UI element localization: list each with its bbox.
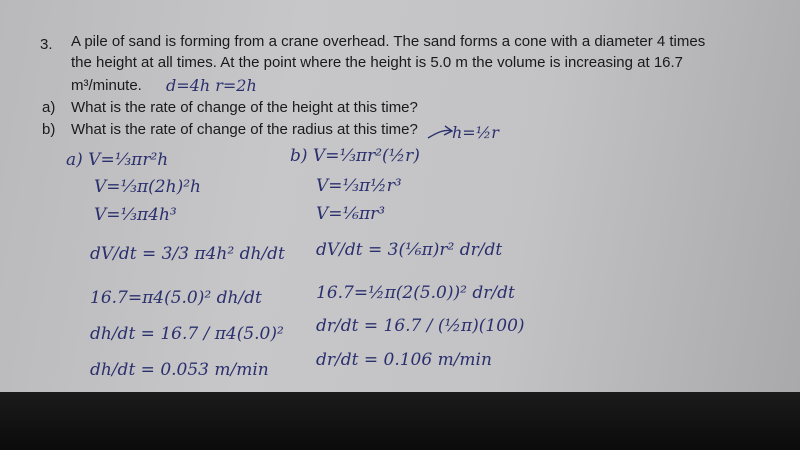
part-b-step-4: dV/dt = 3(⅙π)r² dr/dt [316, 240, 503, 260]
part-a-step-6: dh/dt = 16.7 / π4(5.0)² [90, 324, 284, 344]
part-a-step-1: a) V=⅓πr²h [66, 150, 169, 170]
part-b-question: What is the rate of change of the radius at this time? [71, 121, 418, 138]
part-a-question: What is the rate of change of the height at this time? [71, 99, 418, 116]
problem-line-2: the height at all times. At the point where the height is 5.0 m the volume is increasing at 16.7 [71, 54, 684, 71]
part-b-answer: dr/dt = 0.106 m/min [316, 350, 492, 370]
part-a-step-4: dV/dt = 3/3 π4h² dh/dt [90, 244, 285, 264]
part-b-step-5: 16.7=½π(2(5.0))² dr/dt [316, 283, 515, 303]
part-a-step-3: V=⅓π4h³ [94, 205, 177, 225]
part-a-step-2: V=⅓π(2h)²h [94, 177, 201, 197]
part-a-answer: dh/dt = 0.053 m/min [90, 360, 269, 380]
part-b-step-2: V=⅓π½r³ [316, 176, 402, 196]
part-a-label: a) [42, 99, 56, 116]
part-b-step-1: b) V=⅓πr²(½r) [290, 146, 420, 166]
problem-number: 3. [40, 36, 53, 53]
problem-line-3: m³/minute. [71, 77, 142, 94]
part-b-step-3: V=⅙πr³ [316, 204, 386, 224]
part-b-step-6: dr/dt = 16.7 / (½π)(100) [316, 316, 525, 336]
dark-background [0, 392, 800, 450]
relation-note: d=4h r=2h [166, 76, 257, 95]
part-b-label: b) [42, 121, 56, 138]
problem-line-1: A pile of sand is forming from a crane overhead. The sand forms a cone with a diameter 4 times [71, 33, 706, 50]
part-a-step-5: 16.7=π4(5.0)² dh/dt [90, 288, 262, 308]
radius-note: h=½r [452, 123, 499, 142]
